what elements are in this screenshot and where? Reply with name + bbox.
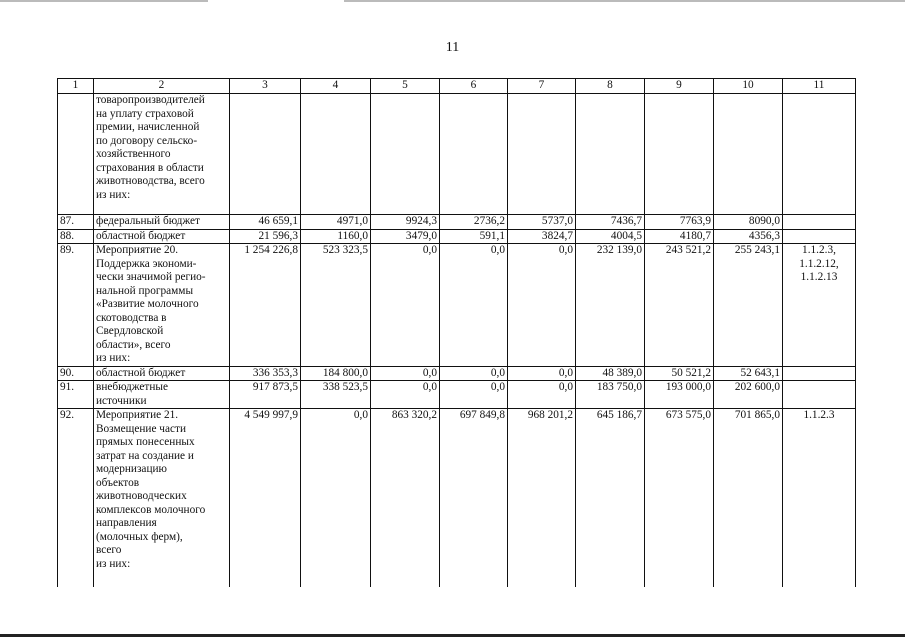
column-header: 1: [58, 79, 94, 94]
value-cell: 183 750,0: [576, 381, 645, 409]
row-index: 89.: [58, 244, 94, 367]
value-cell: 50 521,2: [645, 366, 714, 381]
reference-cell: [783, 381, 856, 409]
value-cell: 336 353,3: [230, 366, 301, 381]
reference-cell: [783, 94, 856, 215]
value-cell: 0,0: [440, 366, 508, 381]
value-cell: [371, 94, 440, 215]
value-cell: 4 549 997,9: [230, 409, 301, 588]
value-cell: 4180,7: [645, 229, 714, 244]
value-cell: 202 600,0: [714, 381, 783, 409]
column-header: 4: [301, 79, 371, 94]
table-row: [58, 229, 856, 244]
value-cell: 968 201,2: [508, 409, 576, 588]
value-cell: 5737,0: [508, 215, 576, 230]
value-cell: 338 523,5: [301, 381, 371, 409]
value-cell: 0,0: [440, 381, 508, 409]
scan-edge-bottom: [0, 634, 905, 637]
value-cell: 193 000,0: [645, 381, 714, 409]
value-cell: 7436,7: [576, 215, 645, 230]
value-cell: 591,1: [440, 229, 508, 244]
row-description: федеральный бюджет: [94, 215, 230, 230]
row-description: внебюджетные источники: [94, 381, 230, 409]
value-cell: 46 659,1: [230, 215, 301, 230]
table-row: [58, 215, 856, 230]
value-cell: 48 389,0: [576, 366, 645, 381]
value-cell: 1 254 226,8: [230, 244, 301, 367]
table-row: [58, 409, 856, 588]
value-cell: 0,0: [508, 381, 576, 409]
value-cell: 863 320,2: [371, 409, 440, 588]
value-cell: 232 139,0: [576, 244, 645, 367]
table-body: [58, 79, 856, 588]
table-row: [58, 366, 856, 381]
column-header: 9: [645, 79, 714, 94]
value-cell: 8090,0: [714, 215, 783, 230]
value-cell: 255 243,1: [714, 244, 783, 367]
value-cell: 9924,3: [371, 215, 440, 230]
value-cell: 0,0: [508, 366, 576, 381]
value-cell: 3824,7: [508, 229, 576, 244]
value-cell: 21 596,3: [230, 229, 301, 244]
row-description: областной бюджет: [94, 366, 230, 381]
column-header: 6: [440, 79, 508, 94]
row-index: [58, 94, 94, 215]
value-cell: 4971,0: [301, 215, 371, 230]
value-cell: 0,0: [371, 366, 440, 381]
value-cell: 184 800,0: [301, 366, 371, 381]
value-cell: 7763,9: [645, 215, 714, 230]
value-cell: 701 865,0: [714, 409, 783, 588]
value-cell: 0,0: [371, 381, 440, 409]
value-cell: 673 575,0: [645, 409, 714, 588]
reference-cell: [783, 229, 856, 244]
page-number: 11: [445, 40, 460, 55]
value-cell: 1160,0: [301, 229, 371, 244]
value-cell: 523 323,5: [301, 244, 371, 367]
row-description: Мероприятие 20. Поддержка экономи- чески значимой регио- нальной программы «Развитие молочного скотоводства в Свердловской области», всего из них:: [94, 244, 230, 367]
table-header-row: [58, 79, 856, 94]
row-index: 91.: [58, 381, 94, 409]
value-cell: [440, 94, 508, 215]
value-cell: [576, 94, 645, 215]
row-description: Мероприятие 21. Возмещение части прямых понесенных затрат на создание и модернизацию объектов животноводческих комплексов молочного направления (молочных ферм), всего из них:: [94, 409, 230, 588]
value-cell: 0,0: [301, 409, 371, 588]
column-header: 10: [714, 79, 783, 94]
value-cell: 0,0: [371, 244, 440, 367]
table-row: [58, 381, 856, 409]
value-cell: [230, 94, 301, 215]
row-index: 88.: [58, 229, 94, 244]
value-cell: [714, 94, 783, 215]
row-description: областной бюджет: [94, 229, 230, 244]
value-cell: 0,0: [440, 244, 508, 367]
value-cell: 52 643,1: [714, 366, 783, 381]
budget-table: [57, 78, 856, 587]
reference-cell: 1.1.2.3, 1.1.2.12, 1.1.2.13: [783, 244, 856, 367]
scan-edge-top: [0, 0, 905, 2]
value-cell: [301, 94, 371, 215]
reference-cell: 1.1.2.3: [783, 409, 856, 588]
value-cell: [508, 94, 576, 215]
column-header: 2: [94, 79, 230, 94]
table-row: [58, 244, 856, 367]
column-header: 7: [508, 79, 576, 94]
column-header: 3: [230, 79, 301, 94]
row-index: 90.: [58, 366, 94, 381]
reference-cell: [783, 366, 856, 381]
value-cell: 645 186,7: [576, 409, 645, 588]
row-index: 92.: [58, 409, 94, 588]
value-cell: 917 873,5: [230, 381, 301, 409]
value-cell: 2736,2: [440, 215, 508, 230]
row-description: товаропроизводителей на уплату страховой премии, начисленной по договору сельско- хозяйственного страхования в области животноводства, всего из них:: [94, 94, 230, 215]
value-cell: [645, 94, 714, 215]
value-cell: 4356,3: [714, 229, 783, 244]
value-cell: 697 849,8: [440, 409, 508, 588]
column-header: 8: [576, 79, 645, 94]
value-cell: 3479,0: [371, 229, 440, 244]
value-cell: 4004,5: [576, 229, 645, 244]
value-cell: 243 521,2: [645, 244, 714, 367]
value-cell: 0,0: [508, 244, 576, 367]
column-header: 11: [783, 79, 856, 94]
column-header: 5: [371, 79, 440, 94]
reference-cell: [783, 215, 856, 230]
table-row: [58, 94, 856, 215]
row-index: 87.: [58, 215, 94, 230]
